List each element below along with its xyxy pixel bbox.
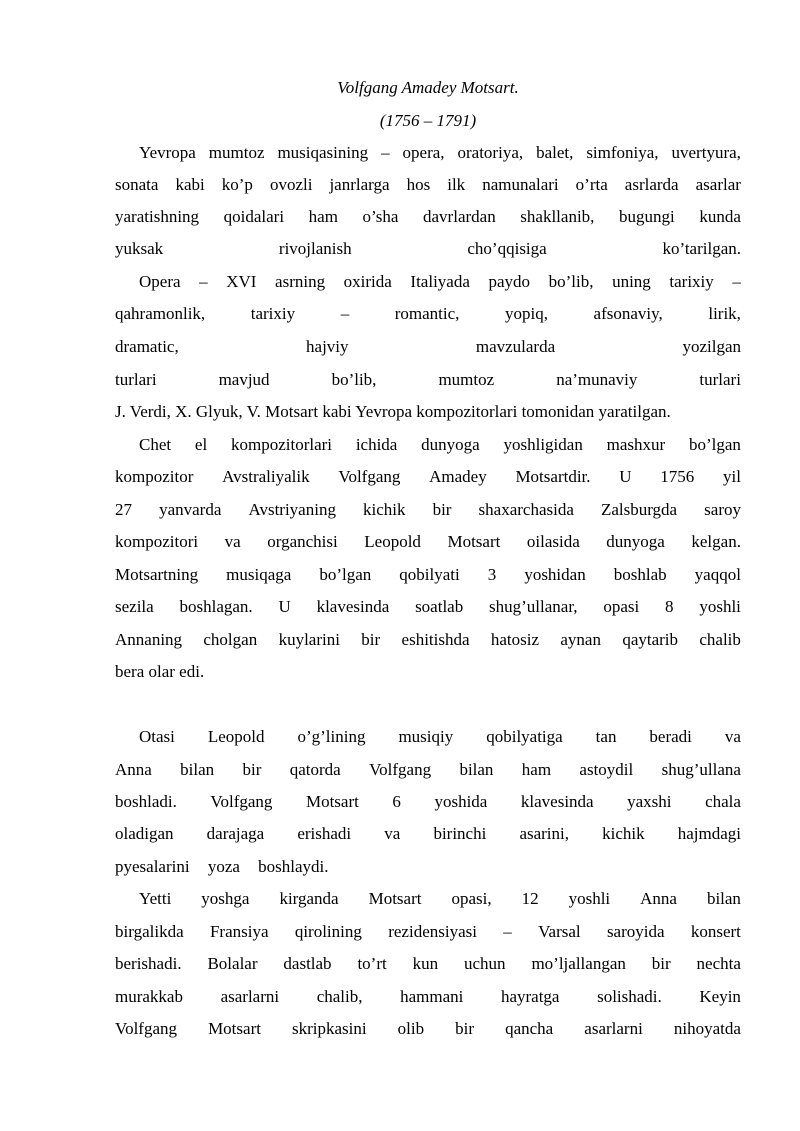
text-line: qahramonlik, tarixiy – romantic, yopiq, afsonaviy, lirik, bbox=[115, 304, 741, 323]
text-line: bera olar edi. bbox=[115, 662, 205, 681]
text-line: Yevropa mumtoz musiqasining – opera, oratoriya, balet, simfoniya, uvertyura, bbox=[139, 143, 741, 162]
text-line: Chet el kompozitorlari ichida dunyoga yoshligidan mashxur bo’lgan bbox=[139, 435, 741, 454]
text-line: birgalikda Fransiya qirolining rezidensiyasi – Varsal saroyida konsert bbox=[115, 922, 741, 941]
text-line: Opera – XVI asrning oxirida Italiyada paydo bo’lib, uning tarixiy – bbox=[139, 272, 741, 291]
text-line: yaratishning qoidalari ham o’sha davrlardan shakllanib, bugungi kunda bbox=[115, 207, 741, 226]
text-line: turlari mavjud bo’lib, mumtoz na’munaviy turlari bbox=[115, 370, 741, 389]
text-line: Anna bilan bir qatorda Volfgang bilan ham astoydil shug’ullana bbox=[115, 760, 741, 779]
text-line: Motsartning musiqaga bo’lgan qobilyati 3 yoshidan boshlab yaqqol bbox=[115, 565, 741, 584]
text-line: Yetti yoshga kirganda Motsart opasi, 12 yoshli Anna bilan bbox=[139, 889, 741, 908]
text-line: kompozitor Avstraliyalik Volfgang Amadey Motsartdir. U 1756 yil bbox=[115, 467, 741, 486]
text-line: 27 yanvarda Avstriyaning kichik bir shaxarchasida Zalsburgda saroy bbox=[115, 500, 741, 519]
text-line: oladigan darajaga erishadi va birinchi asarini, kichik hajmdagi bbox=[115, 824, 741, 843]
text-line: berishadi. Bolalar dastlab to’rt kun uchun mo’ljallangan bir nechta bbox=[115, 954, 741, 973]
text-line: Otasi Leopold o’g’lining musiqiy qobilyatiga tan beradi va bbox=[139, 727, 741, 746]
text-line: J. Verdi, X. Glyuk, V. Motsart kabi Yevropa kompozitorlari tomonidan yaratilgan. bbox=[115, 402, 671, 421]
text-line: boshladi. Volfgang Motsart 6 yoshida klavesinda yaxshi chala bbox=[115, 792, 741, 811]
text-line: Volfgang Motsart skripkasini olib bir qancha asarlarni nihoyatda bbox=[115, 1019, 741, 1038]
text-line: yuksak rivojlanish cho’qqisiga ko’tarilgan. bbox=[115, 239, 741, 258]
text-line: dramatic, hajviy mavzularda yozilgan bbox=[115, 337, 741, 356]
text-line: sezila boshlagan. U klavesinda soatlab shug’ullanar, opasi 8 yoshli bbox=[115, 597, 741, 616]
text-line: murakkab asarlarni chalib, hammani hayratga solishadi. Keyin bbox=[115, 987, 741, 1006]
text-line: Annaning cholgan kuylarini bir eshitishda hatosiz aynan qaytarib chalib bbox=[115, 630, 741, 649]
text-line: kompozitori va organchisi Leopold Motsart oilasida dunyoga kelgan. bbox=[115, 532, 741, 551]
document-title: Volfgang Amadey Motsart. bbox=[337, 78, 519, 97]
document-years: (1756 – 1791) bbox=[379, 111, 477, 130]
text-line: sonata kabi ko’p ovozli janrlarga hos ilk namunalari o’rta asrlarda asarlar bbox=[115, 175, 741, 194]
text-line: pyesalarini yoza boshlaydi. bbox=[115, 857, 329, 876]
